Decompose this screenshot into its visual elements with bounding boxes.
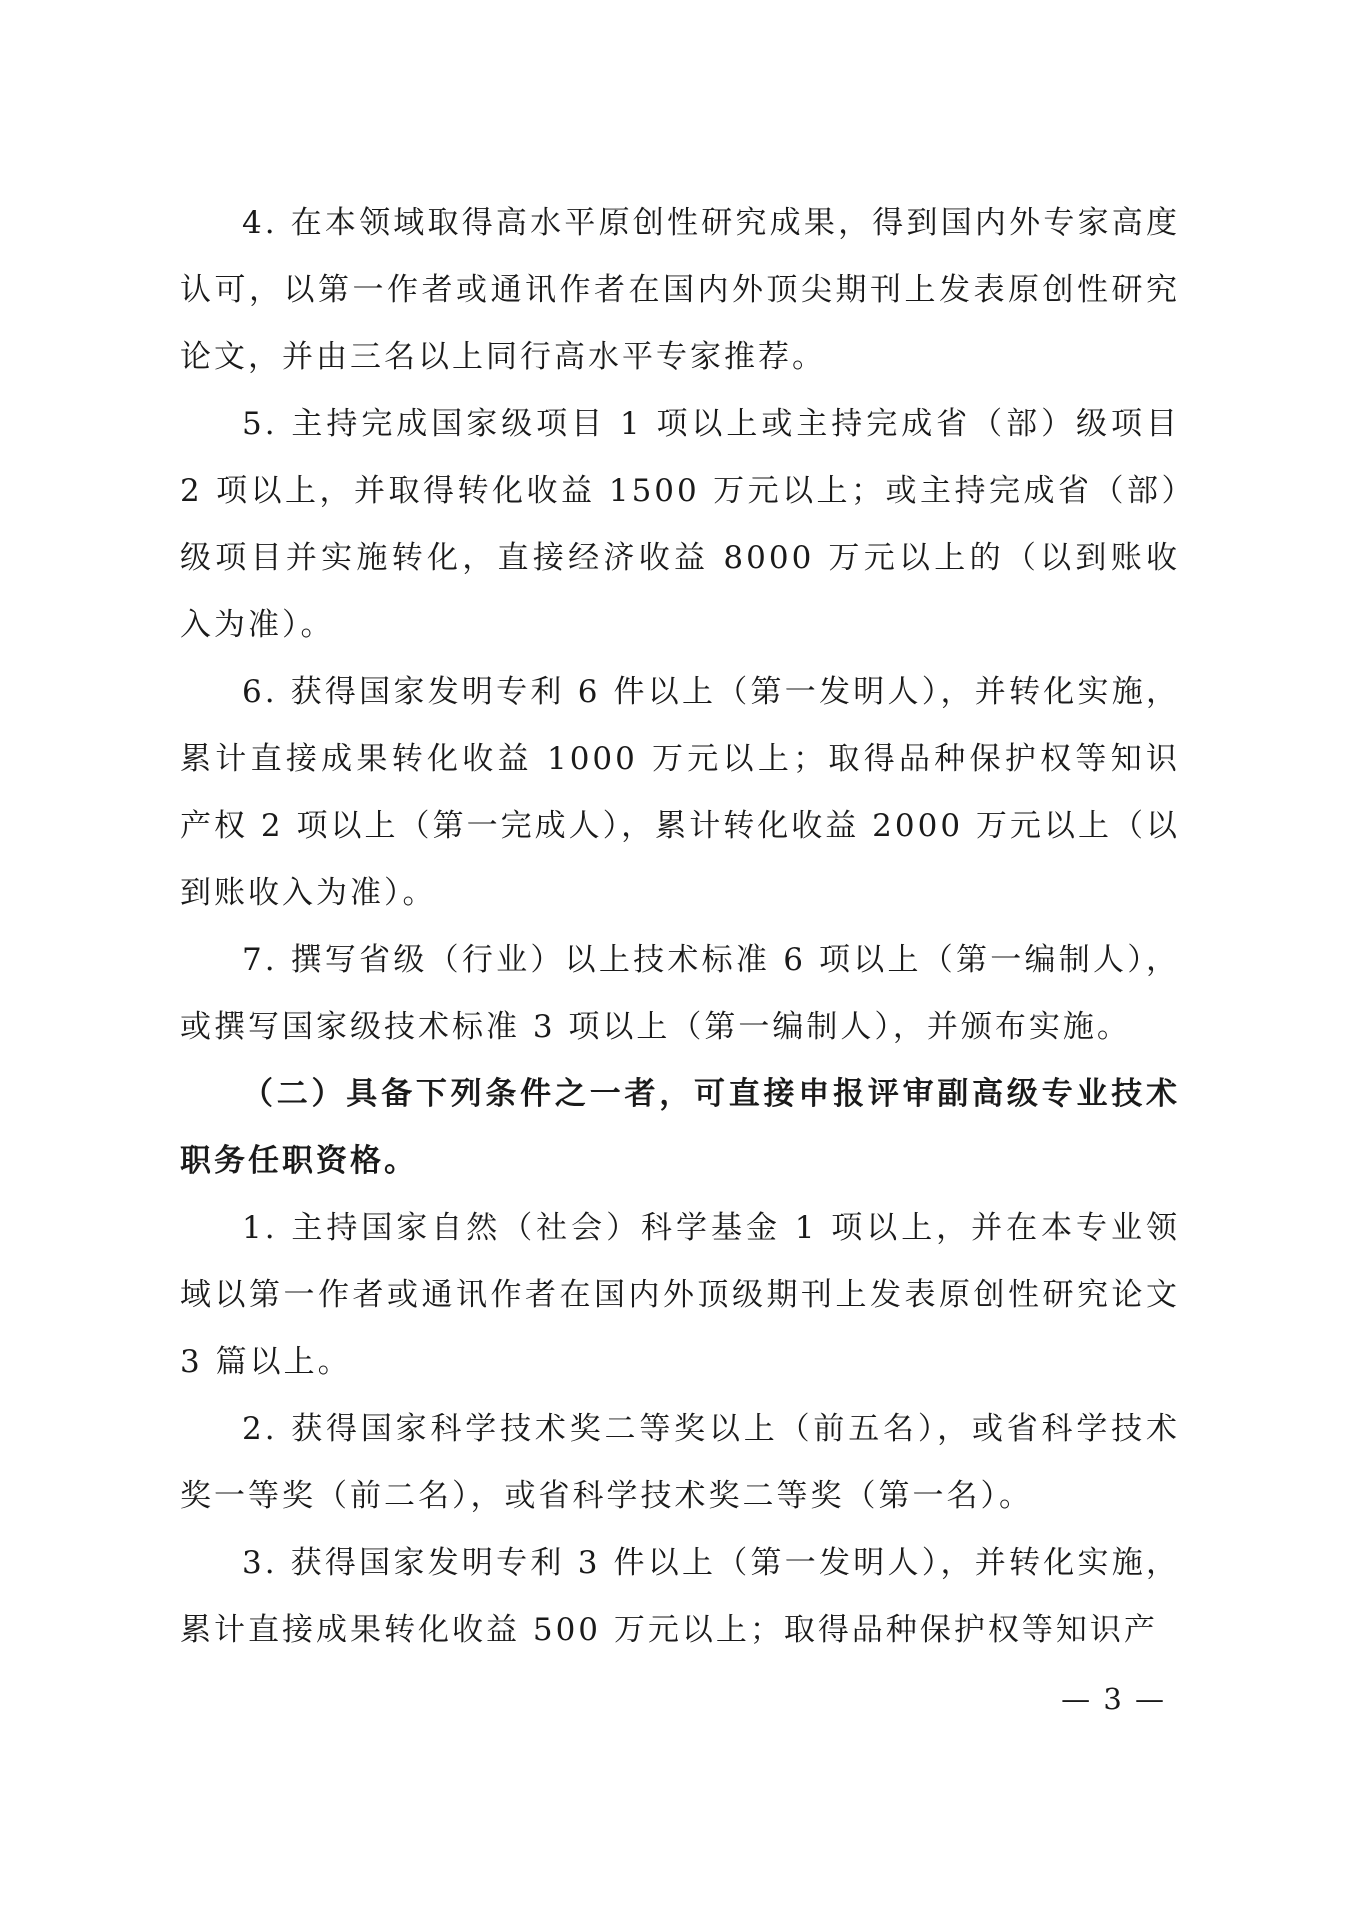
- document-body: [180, 190, 1180, 1664]
- paragraph-item-5: 5. 主持完成国家级项目 1 项以上或主持完成省（部）级项目 2 项以上，并取得转化收益 1500 万元以上；或主持完成省（部）级项目并实施转化，直接经济收益 8000 万元以上的（以到账收入为准）。: [180, 406, 1180, 643]
- paragraph-item-6: 6. 获得国家发明专利 6 件以上（第一发明人），并转化实施，累计直接成果转化收益 1000 万元以上；取得品种保护权等知识产权 2 项以上（第一完成人），累计转化收益 2000 万元以上（以到账收入为准）。: [180, 674, 1180, 911]
- page-number: — 3 —: [1061, 1682, 1166, 1716]
- section-heading-2: （二）具备下列条件之一者，可直接申报评审副高级专业技术职务任职资格。: [180, 1076, 1180, 1179]
- paragraph-item-2-2: 2. 获得国家科学技术奖二等奖以上（前五名），或省科学技术奖一等奖（前二名），或省科学技术奖二等奖（第一名）。: [180, 1411, 1180, 1514]
- paragraph-item-2-3: 3. 获得国家发明专利 3 件以上（第一发明人），并转化实施，累计直接成果转化收益 500 万元以上；取得品种保护权等知识产: [180, 1545, 1180, 1648]
- paragraph-item-4: 4. 在本领域取得高水平原创性研究成果，得到国内外专家高度认可，以第一作者或通讯作者在国内外顶尖期刊上发表原创性研究论文，并由三名以上同行高水平专家推荐。: [180, 205, 1180, 375]
- paragraph-item-2-1: 1. 主持国家自然（社会）科学基金 1 项以上，并在本专业领域以第一作者或通讯作者在国内外顶级期刊上发表原创性研究论文 3 篇以上。: [180, 1210, 1180, 1380]
- paragraph-item-7: 7. 撰写省级（行业）以上技术标准 6 项以上（第一编制人），或撰写国家级技术标准 3 项以上（第一编制人），并颁布实施。: [180, 942, 1180, 1045]
